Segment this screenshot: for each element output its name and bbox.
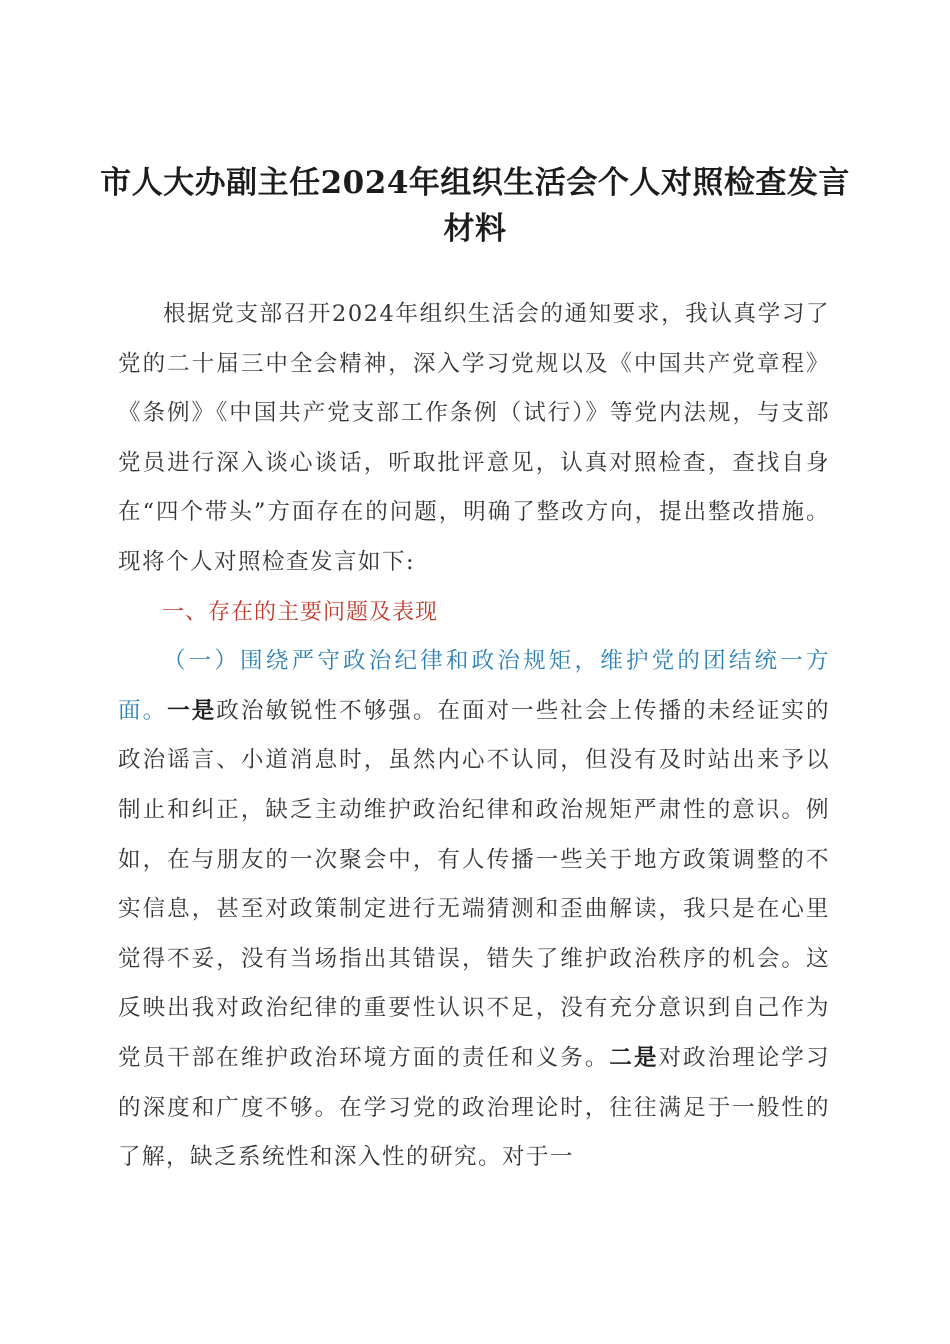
point-text: 对政治理论学习的深度和广度不够。在学习党的政治理论时，往往满足于一般性的了解，缺乏系统性和深入性的研究。对于一 [118,1044,830,1171]
document-body [118,290,830,1183]
intro-paragraph: 根据党支部召开2024年组织生活会的通知要求，我认真学习了党的二十届三中全会精神，深入学习党规以及《中国共产党章程》《条例》《中国共产党支部工作条例（试行）》等党内法规，与支部党员进行深入谈心谈话，听取批评意见，认真对照检查，查找自身在“四个带头”方面存在的问题，明确了整改方向，提出整改措施。现将个人对照检查发言如下: [118,301,830,575]
point-lead: 二是 [609,1044,659,1071]
document-title: 市人大办副主任2024年组织生活会个人对照检查发言材料 [100,165,850,247]
point-lead: 一是 [167,697,217,724]
issue-paragraph [118,637,830,1183]
point-text: 政治敏锐性不够强。在面对一些社会上传播的未经证实的政治谣言、小道消息时，虽然内心不认同，但没有及时站出来予以制止和纠正，缺乏主动维护政治纪律和政治规矩严肃性的意识。例如，在与朋友的一次聚会中，有人传播一些关于地方政策调整的不实信息，甚至对政策制定进行无端猜测和歪曲解读，我只是在心里觉得不妥，没有当场指出其错误，错失了维护政治秩序的机会。这反映出我对政治纪律的重要性认识不足，没有充分意识到自己作为党员干部在维护政治环境方面的责任和义务。 [118,697,830,1071]
section-heading: 一、存在的主要问题及表现 [162,599,439,625]
subsection-heading: （一）围绕严守政治纪律和政治规矩，维护党的团结统一方面。 [118,648,830,724]
